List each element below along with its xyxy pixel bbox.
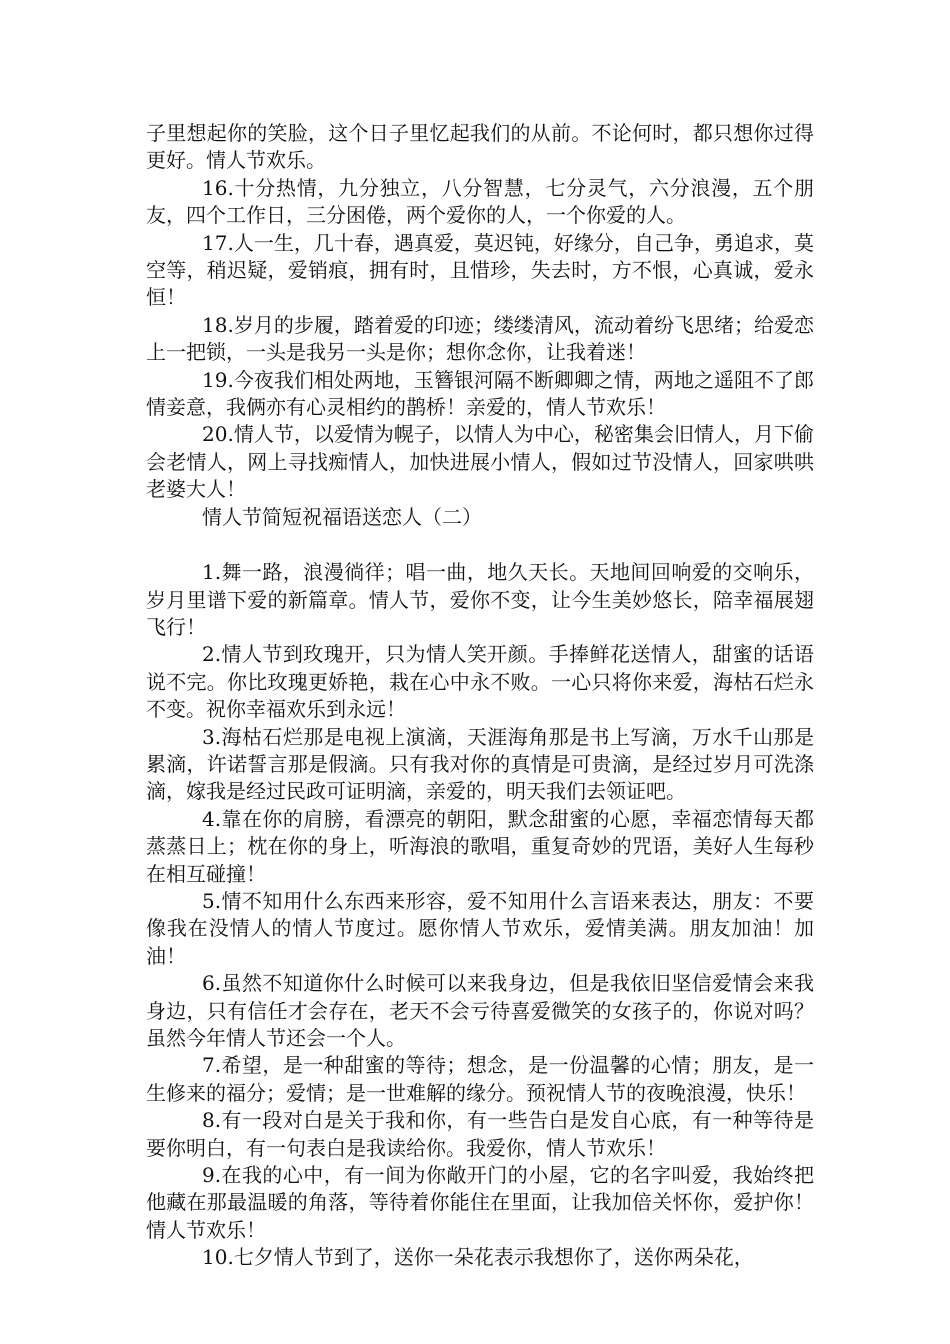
paragraph-item-6: 6.虽然不知道你什么时候可以来我身边，但是我依旧坚信爱情会来我身边，只有信任才会存在，老天不会亏待喜爱微笑的女孩子的，你说对吗？虽然今年情人节还会一个人。 (146, 971, 814, 1050)
paragraph-item-9: 9.在我的心中，有一间为你敞开门的小屋，它的名字叫爱，我始终把他藏在那最温暖的角落，等待着你能住在里面，让我加倍关怀你，爱护你！情人节欢乐！ (146, 1163, 814, 1242)
paragraph-item-1: 1.舞一路，浪漫徜徉；唱一曲，地久天长。天地间回响爱的交响乐，岁月里谱下爱的新篇章。情人节，爱你不变，让今生美妙悠长，陪幸福展翅飞行！ (146, 560, 814, 639)
document-body (146, 120, 814, 1272)
paragraph-item-10: 10.七夕情人节到了，送你一朵花表示我想你了，送你两朵花， (202, 1245, 754, 1270)
paragraph-item-8: 8.有一段对白是关于我和你，有一些告白是发自心底，有一种等待是要你明白，有一句表白是我读给你。我爱你，情人节欢乐！ (146, 1108, 814, 1160)
paragraph-item-2: 2.情人节到玫瑰开，只为情人笑开颜。手捧鲜花送情人，甜蜜的话语说不完。你比玫瑰更娇艳，栽在心中永不败。一心只将你来爱，海枯石烂永不变。祝你幸福欢乐到永远！ (146, 642, 814, 722)
paragraph-item-16: 16.十分热情，九分独立，八分智慧，七分灵气，六分浪漫，五个朋友，四个工作日，三分困倦，两个爱你的人，一个你爱的人。 (146, 175, 814, 228)
paragraph-continuation: 子里想起你的笑脸，这个日子里忆起我们的从前。不论何时，都只想你过得更好。情人节欢乐。 (146, 121, 814, 173)
paragraph-item-5: 5.情不知用什么东西来形容，爱不知用什么言语来表达，朋友：不要像我在没情人的情人节度过。愿你情人节欢乐，爱情美满。朋友加油！加油！ (146, 888, 814, 968)
paragraph-item-17: 17.人一生，几十春，遇真爱，莫迟钝，好缘分，自己争，勇追求，莫空等，稍迟疑，爱销痕，拥有时，且惜珍，失去时，方不恨，心真诚，爱永恒！ (146, 230, 814, 310)
paragraph-item-4: 4.靠在你的肩膀，看漂亮的朝阳，默念甜蜜的心愿，幸福恋情每天都蒸蒸日上；枕在你的身上，听海浪的歌唱，重复奇妙的咒语，美好人生每秒在相互碰撞！ (146, 806, 814, 886)
paragraph-item-3: 3.海枯石烂那是电视上演滴，天涯海角那是书上写滴，万水千山那是累滴，许诺誓言那是假滴。只有我对你的真情是可贵滴，是经过岁月可洗涤滴，嫁我是经过民政可证明滴，亲爱的，明天我们去领证吧。 (146, 724, 814, 804)
section-title: 情人节简短祝福语送恋人（二） (202, 504, 482, 529)
paragraph-item-19: 19.今夜我们相处两地，玉簪银河隔不断卿卿之情，两地之遥阻不了郎情妾意，我俩亦有心灵相约的鹊桥！亲爱的，情人节欢乐！ (146, 367, 814, 420)
paragraph-item-18: 18.岁月的步履，踏着爱的印迹；缕缕清风，流动着纷飞思绪；给爱恋上一把锁，一头是我另一头是你；想你念你，让我着迷！ (146, 312, 814, 365)
paragraph-item-7: 7.希望，是一种甜蜜的等待；想念，是一份温馨的心情；朋友，是一生修来的福分；爱情；是一世难解的缘分。预祝情人节的夜晚浪漫，快乐！ (146, 1053, 814, 1105)
paragraph-item-20: 20.情人节，以爱情为幌子，以情人为中心，秘密集会旧情人，月下偷会老情人，网上寻找痴情人，加快进展小情人，假如过节没情人，回家哄哄老婆大人！ (146, 422, 814, 502)
